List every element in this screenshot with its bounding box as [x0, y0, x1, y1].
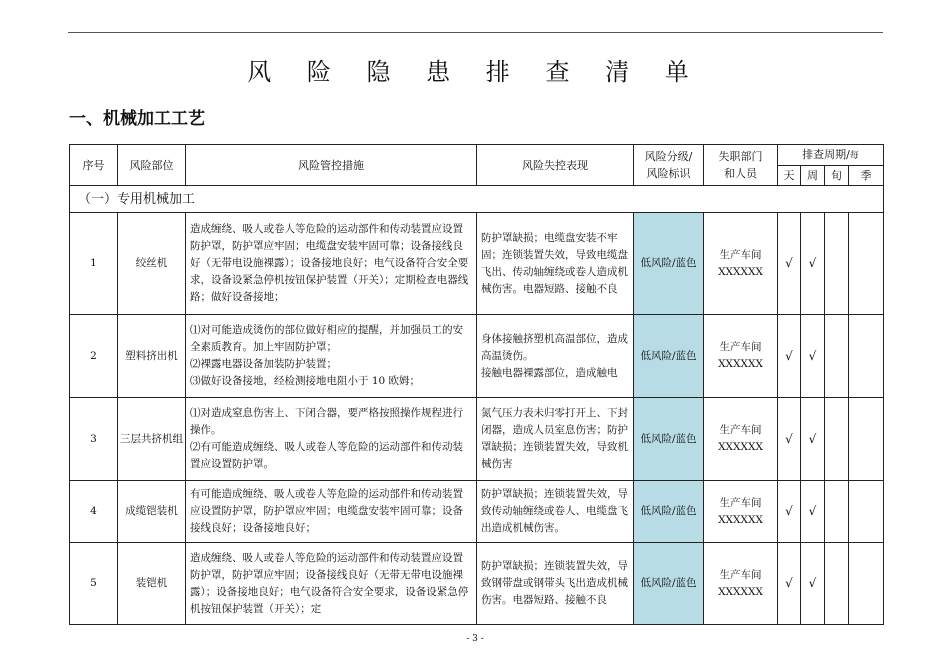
row-failure: 防护罩缺损；电缆盘安装不牢固；连锁装置失效，导致电缆盘飞出、传动轴缠绕或卷人造成机械伤害。电器短路、接触不良 — [477, 213, 634, 315]
row-check-week: √ — [801, 481, 825, 543]
row-part: 成缆铠装机 — [118, 481, 186, 543]
row-check-xun — [825, 398, 849, 481]
header-cycle-label: 排查周期/ — [802, 147, 850, 161]
row-check-day: √ — [778, 398, 801, 481]
row-measures: 有可能造成缠绕、吸人或卷人等危险的运动部件和传动装置应设置防护罩，防护罩应牢固；电缆盘安装牢固可靠；设备接线良好；设备接地良好； — [186, 481, 477, 543]
row-measures — [186, 315, 477, 398]
row-dept — [704, 213, 778, 315]
row-measures — [186, 398, 477, 481]
row-dept-person: XXXXXX — [718, 513, 763, 526]
row-no: 4 — [70, 481, 118, 543]
page-number: - 3 - — [466, 634, 484, 644]
row-failure: 氮气压力表未归零打开上、下封闭器，造成人员室息伤害；防护罩缺损；连锁装置失效，导致机械伤害 — [477, 398, 634, 481]
row-dept — [704, 315, 778, 398]
top-rule — [68, 32, 883, 33]
row-measure-item: ⑴对可能造成烫伤的部位做好相应的提醒，并加强员工的安全素质教育。加上牢固防护罩； — [190, 324, 463, 353]
row-check-day: √ — [778, 213, 801, 315]
header-failure: 风险失控表现 — [477, 145, 634, 186]
row-check-week: √ — [801, 213, 825, 315]
row-check-xun — [825, 315, 849, 398]
header-dept-line1: 失职部门 — [718, 150, 763, 163]
row-check-day: √ — [778, 543, 801, 625]
row-dept-person: XXXXXX — [718, 265, 763, 278]
row-dept — [704, 481, 778, 543]
row-check-week: √ — [801, 398, 825, 481]
section-heading: 一、机械加工工艺 — [69, 109, 205, 129]
row-dept-name: 生产车间 — [719, 568, 762, 581]
row-measure-item: ⑵有可能造成缠绕、吸人或卷人等危险的运动部件和传动装置应设置防护罩。 — [190, 441, 463, 470]
header-measures: 风险管控措施 — [186, 145, 477, 186]
row-failure-item: 接触电器裸露部位，造成触电 — [481, 366, 618, 379]
row-risk-level: 低风险/蓝色 — [634, 315, 704, 398]
header-cycle-unit: 每 — [849, 150, 859, 161]
row-check-day: √ — [778, 315, 801, 398]
row-check-season — [849, 543, 884, 625]
header-week: 周 — [801, 166, 825, 186]
header-xun: 旬 — [825, 166, 849, 186]
row-dept-name: 生产车间 — [719, 341, 762, 353]
row-check-week: √ — [801, 543, 825, 625]
header-no: 序号 — [70, 145, 118, 186]
header-dept — [704, 145, 778, 186]
row-risk-level: 低风险/蓝色 — [634, 481, 704, 543]
row-measures: 造成缠绕、吸人或卷人等危险的运动部件和传动装置应设置防护罩，防护罩应牢固；电缆盘安装牢固可靠；设备接线良好（无带电设施裸露）；设备接地良好；电气设备符合安全要求，设备设紧急停机按钮保护装置（开关）；定期检查电器线路；做好设备接地； — [186, 213, 477, 315]
table-row — [70, 398, 884, 481]
row-check-xun — [825, 481, 849, 543]
row-check-season — [849, 213, 884, 315]
page-title: 风 险 隐 患 排 查 清 单 — [247, 58, 703, 86]
row-risk-level: 低风险/蓝色 — [634, 398, 704, 481]
row-check-xun — [825, 543, 849, 625]
subsection-heading: （一）专用机械加工 — [70, 186, 884, 213]
row-check-season — [849, 398, 884, 481]
row-dept-person: XXXXXX — [718, 358, 763, 370]
header-dept-line2: 和人员 — [724, 167, 757, 180]
row-check-day: √ — [778, 481, 801, 543]
row-check-xun — [825, 213, 849, 315]
row-check-season — [849, 481, 884, 543]
header-level — [634, 145, 704, 186]
row-failure-item: 身体接触挤塑机高温部位，造成高温烫伤。 — [481, 332, 628, 362]
row-risk-level: 低风险/蓝色 — [634, 213, 704, 315]
row-dept-name: 生产车间 — [719, 496, 762, 509]
row-measure-item: ⑶做好设备接地，经检测接地电阻小于 10 欧姆； — [190, 375, 421, 387]
row-dept-person: XXXXXX — [718, 585, 763, 598]
row-dept — [704, 398, 778, 481]
row-dept — [704, 543, 778, 625]
row-part: 三层共挤机组 — [118, 398, 186, 481]
row-check-season — [849, 315, 884, 398]
row-failure — [477, 315, 634, 398]
row-failure: 防护罩缺损；连锁装置失效，导致传动轴缠绕或卷人、电缆盘飞出造成机械伤害。 — [477, 481, 634, 543]
header-part: 风险部位 — [118, 145, 186, 186]
row-dept-person: XXXXXX — [718, 441, 763, 453]
row-no: 3 — [70, 398, 118, 481]
table-row — [70, 315, 884, 398]
row-dept-name: 生产车间 — [719, 424, 762, 436]
table-row — [70, 213, 884, 315]
row-dept-name: 生产车间 — [719, 248, 762, 261]
risk-table — [69, 144, 884, 625]
table-row — [70, 481, 884, 543]
row-risk-level: 低风险/蓝色 — [634, 543, 704, 625]
row-no: 1 — [70, 213, 118, 315]
row-no: 5 — [70, 543, 118, 625]
header-cycle — [778, 145, 884, 166]
table-row — [70, 543, 884, 625]
row-measures: 造成缠绕、吸人或卷人等危险的运动部件和传动装置应设置防护罩，防护罩应牢固；设备接线良好（无带无带电设施裸露）；设备接地良好；电气设备符合安全要求，设备设紧急停机按钮保护装置（开关）；定 — [186, 543, 477, 625]
row-measure-item: ⑴对造成窒息伤害上、下闭合器，要严格按照操作规程进行操作。 — [190, 407, 463, 436]
row-part: 装铠机 — [118, 543, 186, 625]
row-part: 塑料挤出机 — [118, 315, 186, 398]
row-check-week: √ — [801, 315, 825, 398]
header-season: 季 — [849, 166, 884, 186]
row-no: 2 — [70, 315, 118, 398]
row-measure-item: ⑵裸露电器设备加装防护装置； — [190, 358, 337, 370]
header-level-line2: 风险标识 — [646, 167, 691, 180]
row-failure: 防护罩缺损；连锁装置失效，导致钢带盘或钢带头飞出造成机械伤害。电器短路、接触不良 — [477, 543, 634, 625]
header-level-line1: 风险分级/ — [644, 150, 693, 163]
row-part: 绞丝机 — [118, 213, 186, 315]
header-day: 天 — [778, 166, 801, 186]
